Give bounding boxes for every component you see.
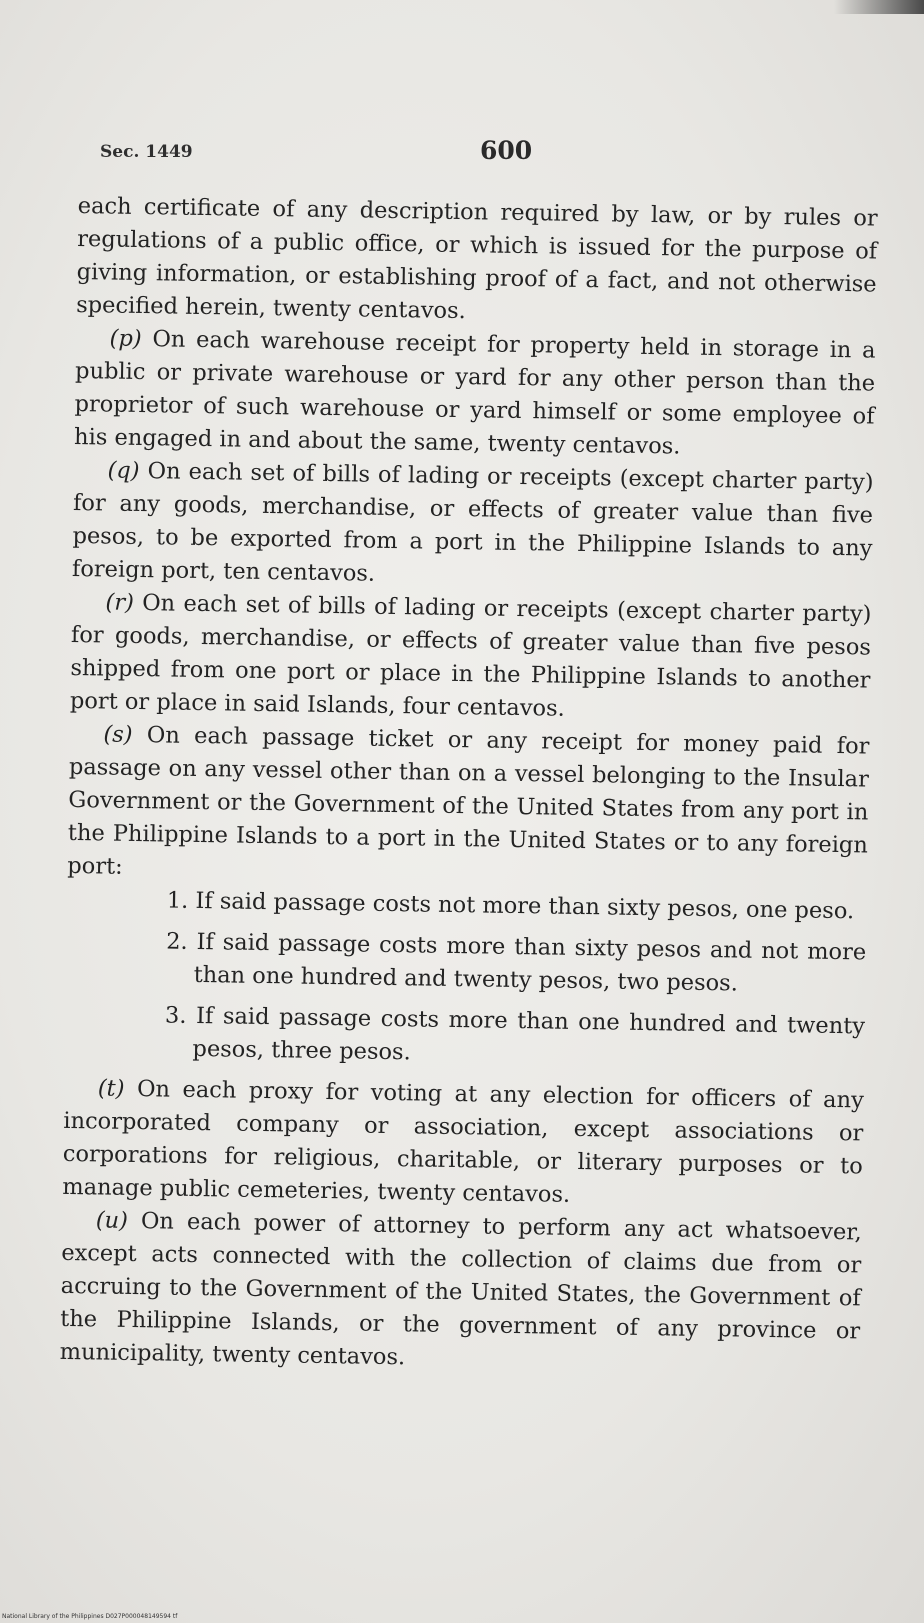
scan-edge-shadow [834, 0, 924, 14]
section-label: Sec. 1449 [100, 142, 193, 162]
paragraph-letter: (t) [97, 1075, 125, 1102]
paragraph-text: On each passage ticket or any receipt for money paid for passage on any vessel other than on a vessel belonging to the Insular Government or the Government of the United States from any port in the Philippine Islands to a port in the United States or to any foreign port: [67, 721, 870, 880]
paragraph-letter: (q) [107, 457, 140, 485]
paragraph-text: On each proxy for voting at any election for officers of any incorporated company or association, except associations or corporations for religious, charitable, or literary purposes or to manage public cemeteries, twenty centavos. [62, 1075, 865, 1208]
paragraph-text: On each warehouse receipt for property held in storage in a public or private warehouse or yard for any other person than the proprietor of such warehouse or yard himself or some employee of his engaged in and about the same, twenty centavos. [73, 326, 876, 460]
page-header [100, 136, 880, 176]
paragraph-letter: (s) [103, 721, 133, 748]
list-number: 1. [166, 887, 189, 914]
list-text: If said passage costs more than sixty pesos and not more than one hundred and twenty pesos, two pesos. [193, 928, 867, 997]
list-number: 3. [164, 1002, 187, 1029]
paragraph-q [72, 454, 874, 599]
paragraph-text: On each power of attorney to perform any act whatsoever, except acts connected with the collection of claims due from or accruing to the Government of the United States, the Government of the Philippine Islands, or the government of any province or municipality, twenty centavos. [59, 1207, 862, 1371]
paragraph-letter: (p) [109, 325, 142, 353]
library-footer: National Library of the Philippines D027P000048149594 tf [2, 1613, 178, 1620]
paragraph-s [67, 718, 869, 896]
list-text: If said passage costs more than one hundred and twenty pesos, three pesos. [192, 1002, 866, 1066]
list-number: 2. [166, 928, 188, 955]
list-text: If said passage costs not more than sixty pesos, one peso. [195, 887, 855, 925]
page-number: 600 [480, 136, 533, 165]
list-item [65, 924, 866, 1003]
paragraph-t [62, 1072, 864, 1217]
list-item [64, 998, 865, 1077]
paragraph-letter: (u) [95, 1207, 129, 1234]
paragraph-letter: (r) [105, 589, 135, 616]
paragraph-continuation [76, 190, 878, 335]
paragraph-text: On each set of bills of lading or receipts (except charter party) for goods, merchandise, or effects of greater value than five pesos shipped from one port or place in the Philippine Islands to another port or place in said Islands, four centavos. [69, 589, 872, 722]
paragraph-r [70, 586, 872, 731]
paragraph-u [59, 1204, 861, 1382]
paragraph-text: On each set of bills of lading or receipts (except charter party) for any goods, merchandise, or effects of greater value than five pesos, to be exported from a port in the Philippine Islands to any foreign port, ten centavos. [71, 458, 874, 587]
body-text [59, 190, 877, 1381]
paragraph-p [74, 322, 876, 467]
paragraph-text: each certificate of any description required by law, or by rules or regulations of a public office, or which is issued for the purpose of giving information, or establishing proof of a fact, and not otherwise specified herein, twenty centavos. [75, 192, 878, 325]
